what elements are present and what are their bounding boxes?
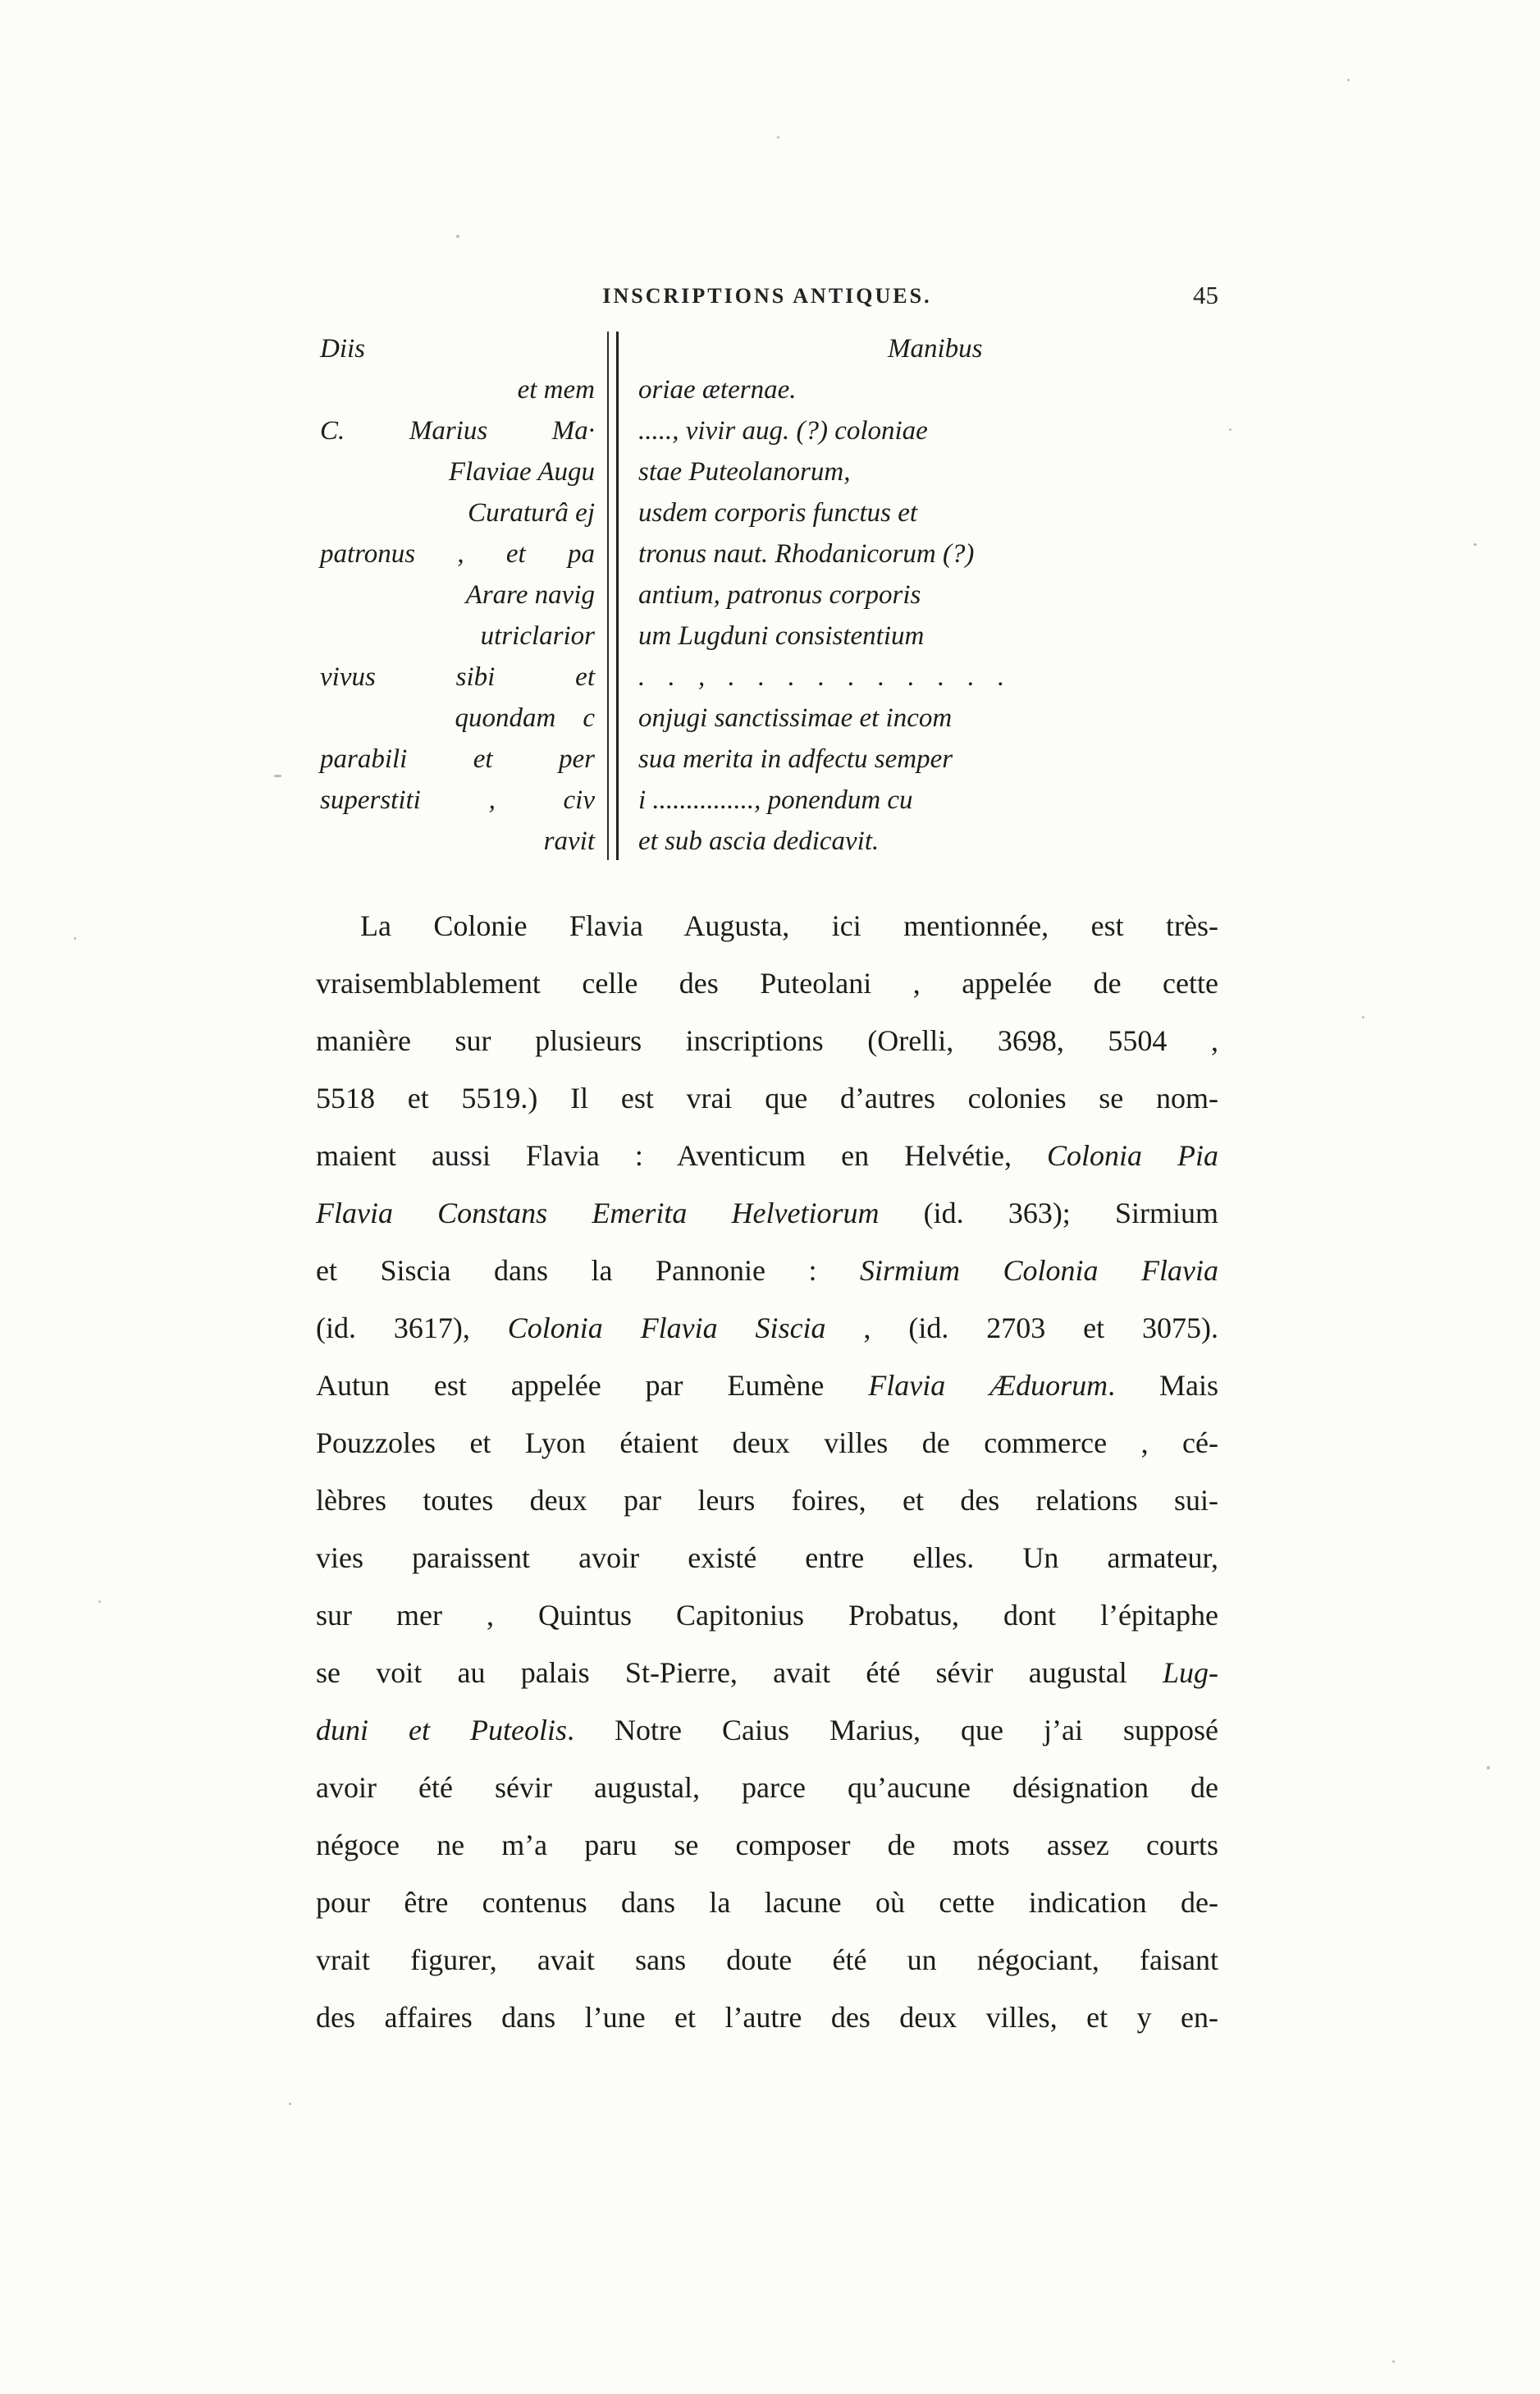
running-title: INSCRIPTIONS ANTIQUES.: [602, 284, 932, 308]
text-segment: Lug-: [1162, 1656, 1218, 1689]
inscription-right-cell: ....., vivir aug. (?) coloniae: [638, 416, 928, 446]
text-line: [316, 1242, 1218, 1299]
inscription-right-cell: antium, patronus corporis: [638, 580, 921, 610]
text-line: [316, 1816, 1218, 1874]
text-segment: sur mer , Quintus Capitonius Probatus, dont l’épitaphe: [316, 1599, 1218, 1632]
text-line: [316, 1357, 1218, 1414]
scan-speckle: [1347, 79, 1350, 81]
text-segment: vraisemblablement celle des Puteolani , appelée de cette: [316, 967, 1218, 1000]
inscription-row: [320, 780, 1091, 821]
text-line: [316, 1529, 1218, 1586]
text-line: [316, 1127, 1218, 1184]
inscription-left-cell: C. Marius Ma·: [320, 416, 595, 446]
scan-speckle: [274, 775, 281, 777]
text-segment: duni et Puteolis: [316, 1714, 567, 1746]
text-line: [316, 1586, 1218, 1644]
text-line: [316, 1184, 1218, 1242]
scan-speckle: [1362, 1016, 1364, 1018]
inscription-right-cell: sua merita in adfectu semper: [638, 744, 953, 774]
inscription-row: [320, 492, 1091, 533]
text-segment: se voit au palais St-Pierre, avait été sévir augustal: [316, 1656, 1163, 1689]
text-line: [316, 1701, 1218, 1759]
inscription-row: [320, 821, 1091, 862]
text-line: [316, 1874, 1218, 1931]
text-segment: Flavia Constans Emerita Helvetiorum: [316, 1197, 880, 1229]
text-line: [316, 1414, 1218, 1472]
inscription-row: [320, 328, 1091, 369]
text-segment: vies paraissent avoir existé entre elles. Un armateur,: [316, 1541, 1218, 1574]
scan-speckle: [1474, 543, 1477, 546]
text-segment: des affaires dans l’une et l’autre des deux villes, et y en-: [316, 2001, 1218, 2034]
inscription-divider-gap: [595, 616, 638, 657]
inscription-divider-gap: [595, 698, 638, 739]
text-segment: , (id. 2703 et 3075).: [825, 1311, 1219, 1344]
text-segment: vrait figurer, avait sans doute été un négociant, faisant: [316, 1943, 1218, 1976]
inscription-row: [320, 410, 1091, 451]
inscription-right-cell: i ..............., ponendum cu: [638, 785, 913, 815]
inscription-left-cell: Curaturâ ej: [468, 498, 595, 528]
text-segment: . Mais: [1108, 1369, 1218, 1402]
inscription-row: [320, 574, 1091, 616]
scan-speckle: [1392, 2360, 1395, 2363]
inscription-left-cell: patronus , et pa: [320, 539, 595, 569]
commentary-paragraph: [316, 897, 1218, 2046]
inscription-right-cell: usdem corporis functus et: [638, 498, 918, 528]
inscription-left-cell: Arare navig: [465, 580, 595, 610]
text-segment: Flavia Æduorum: [868, 1369, 1108, 1402]
inscription-right-cell: tronus naut. Rhodanicorum (?): [638, 539, 975, 569]
inscription-left-cell: parabili et per: [320, 744, 595, 774]
inscription-row: [320, 698, 1091, 739]
text-segment: Autun est appelée par Eumène: [316, 1369, 869, 1402]
scan-speckle: [74, 937, 76, 940]
inscription-row: [320, 451, 1091, 492]
text-segment: Sirmium Colonia Flavia: [859, 1254, 1218, 1287]
text-segment: lèbres toutes deux par leurs foires, et des relations sui-: [316, 1484, 1218, 1517]
text-segment: Colonia Pia: [1047, 1139, 1218, 1172]
inscription-divider-gap: [595, 328, 638, 369]
inscription-divider-gap: [595, 657, 638, 698]
running-header: [316, 281, 1218, 322]
text-segment: négoce ne m’a paru se composer de mots assez courts: [316, 1829, 1218, 1861]
text-line: [316, 1012, 1218, 1069]
inscription-rows: [320, 328, 1091, 863]
page-number: 45: [1193, 281, 1218, 309]
text-segment: La Colonie Flavia Augusta, ici mentionnée, est très-: [360, 909, 1218, 942]
inscription-row: [320, 369, 1091, 410]
inscription-divider-gap: [595, 492, 638, 533]
inscription-divider-gap: [595, 574, 638, 616]
inscription-row: [320, 616, 1091, 657]
scan-speckle: [777, 136, 779, 139]
scan-speckle: [1229, 428, 1232, 431]
text-segment: (id. 3617),: [316, 1311, 508, 1344]
text-line: [316, 1644, 1218, 1701]
text-segment: pour être contenus dans la lacune où cette indication de-: [316, 1886, 1218, 1919]
inscription-right-cell: Manibus: [888, 334, 983, 364]
inscription-left-cell: Flaviae Augu: [448, 457, 595, 487]
text-line: [316, 1069, 1218, 1127]
inscription-left-cell: quondam c: [455, 703, 595, 733]
inscription-row: [320, 739, 1091, 780]
text-segment: manière sur plusieurs inscriptions (Orelli, 3698, 5504 ,: [316, 1024, 1218, 1057]
text-segment: (id. 363); Sirmium: [879, 1197, 1218, 1229]
scan-speckle: [1487, 1766, 1490, 1769]
text-line: [316, 1989, 1218, 2046]
inscription-left-cell: vivus sibi et: [320, 662, 595, 692]
text-segment: avoir été sévir augustal, parce qu’aucune désignation de: [316, 1771, 1218, 1804]
inscription-right-cell: et sub ascia dedicavit.: [638, 826, 880, 856]
text-line: [316, 1472, 1218, 1529]
text-segment: Pouzzoles et Lyon étaient deux villes de commerce , cé-: [316, 1426, 1218, 1459]
inscription-right-cell: stae Puteolanorum,: [638, 457, 851, 487]
inscription-right-cell: onjugi sanctissimae et incom: [638, 703, 953, 733]
inscription-divider-gap: [595, 780, 638, 821]
text-segment: Colonia Flavia Siscia: [507, 1311, 826, 1344]
inscription-divider-gap: [595, 533, 638, 574]
inscription-divider-gap: [595, 739, 638, 780]
text-line: [316, 1759, 1218, 1816]
text-segment: et Siscia dans la Pannonie :: [316, 1254, 860, 1287]
inscription-left-cell: utriclarior: [480, 621, 595, 651]
inscription-divider-gap: [595, 369, 638, 410]
inscription-row: [320, 657, 1091, 698]
scan-speckle: [289, 2103, 291, 2105]
inscription-divider-gap: [595, 821, 638, 862]
text-line: [316, 897, 1218, 954]
text-line: [316, 954, 1218, 1012]
inscription-divider-gap: [595, 410, 638, 451]
inscription-right-cell: um Lugduni consistentium: [638, 621, 925, 651]
scan-speckle: [98, 1600, 101, 1603]
inscription-right-cell: . . , . . . . . . . . . .: [638, 662, 1007, 692]
text-segment: 5518 et 5519.) Il est vrai que d’autres colonies se nom-: [316, 1082, 1218, 1115]
inscription-divider-gap: [595, 451, 638, 492]
inscription-transcription: [320, 328, 1091, 863]
text-segment: maient aussi Flavia : Aventicum en Helvétie,: [316, 1139, 1048, 1172]
inscription-left-cell: Diis: [320, 334, 366, 364]
inscription-left-cell: et mem: [517, 375, 595, 405]
inscription-row: [320, 533, 1091, 574]
inscription-left-cell: ravit: [543, 826, 595, 856]
inscription-right-cell: oriae æternae.: [638, 375, 797, 405]
text-line: [316, 1299, 1218, 1357]
scan-speckle: [456, 235, 459, 238]
text-segment: . Notre Caius Marius, que j’ai supposé: [567, 1714, 1218, 1746]
text-line: [316, 1931, 1218, 1989]
inscription-left-cell: superstiti , civ: [320, 785, 595, 815]
